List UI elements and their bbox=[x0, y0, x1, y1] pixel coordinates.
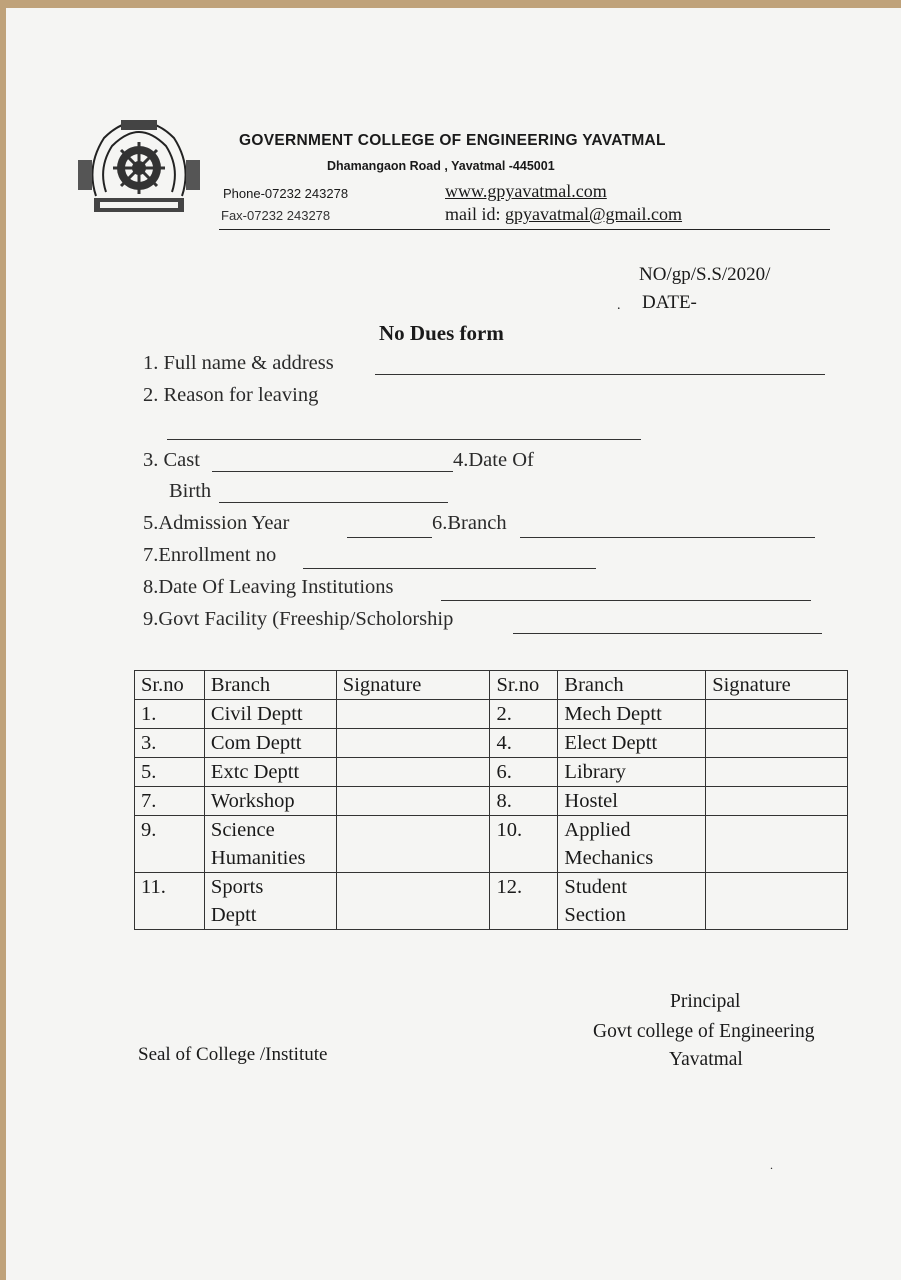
srno-cell: 6. bbox=[490, 758, 558, 787]
branch-cell: Civil Deptt bbox=[204, 700, 336, 729]
srno-cell: 3. bbox=[135, 729, 205, 758]
form-title: No Dues form bbox=[379, 321, 504, 345]
leaving-date-blank[interactable] bbox=[441, 600, 811, 601]
phone-number: Phone-07232 243278 bbox=[223, 186, 349, 201]
dot-mark: . bbox=[770, 1158, 773, 1172]
signature-cell[interactable] bbox=[706, 700, 848, 729]
srno-cell: 1. bbox=[135, 700, 205, 729]
reason-blank[interactable] bbox=[167, 439, 641, 440]
date-label: DATE- bbox=[642, 292, 697, 313]
enrollment-blank[interactable] bbox=[303, 568, 596, 569]
branch-cell bbox=[558, 816, 706, 873]
srno-cell: 12. bbox=[490, 873, 558, 930]
branch-cell: Mech Deptt bbox=[558, 700, 706, 729]
branch-cell: Library bbox=[558, 758, 706, 787]
srno-cell: 7. bbox=[135, 787, 205, 816]
signature-cell[interactable] bbox=[706, 729, 848, 758]
field-reason-label: 2. Reason for leaving bbox=[143, 384, 319, 406]
principal-title: Principal bbox=[670, 991, 741, 1012]
branch-cell: Extc Deptt bbox=[204, 758, 336, 787]
header-divider bbox=[219, 229, 830, 230]
branch-blank[interactable] bbox=[520, 537, 815, 538]
branch-line: Section bbox=[564, 904, 626, 926]
branch-cell bbox=[204, 873, 336, 930]
signature-cell[interactable] bbox=[706, 873, 848, 930]
table-row bbox=[135, 758, 848, 787]
field-leaving-date-label: 8.Date Of Leaving Institutions bbox=[143, 576, 394, 598]
reference-number: NO/gp/S.S/2020/ bbox=[639, 264, 771, 285]
signature-cell[interactable] bbox=[706, 816, 848, 873]
signature-cell[interactable] bbox=[336, 758, 490, 787]
principal-college: Govt college of Engineering bbox=[593, 1021, 815, 1042]
dues-table bbox=[134, 670, 848, 930]
srno-cell: 8. bbox=[490, 787, 558, 816]
dob-blank[interactable] bbox=[219, 502, 448, 503]
srno-cell: 4. bbox=[490, 729, 558, 758]
header-signature-left: Signature bbox=[336, 671, 490, 700]
header-srno-right: Sr.no bbox=[490, 671, 558, 700]
field-admission-year-label: 5.Admission Year bbox=[143, 512, 290, 534]
branch-line: Sports bbox=[210, 876, 264, 898]
srno-cell: 11. bbox=[135, 873, 205, 930]
header-branch-right: Branch bbox=[558, 671, 706, 700]
seal-label: Seal of College /Institute bbox=[138, 1044, 328, 1065]
signature-cell[interactable] bbox=[336, 873, 490, 930]
signature-cell[interactable] bbox=[336, 787, 490, 816]
signature-cell[interactable] bbox=[336, 729, 490, 758]
fax-number: Fax-07232 243278 bbox=[221, 208, 331, 223]
principal-city: Yavatmal bbox=[669, 1049, 743, 1070]
branch-line: Deptt bbox=[210, 904, 257, 926]
signature-cell[interactable] bbox=[706, 758, 848, 787]
signature-cell[interactable] bbox=[706, 787, 848, 816]
branch-line: Humanities bbox=[210, 847, 306, 869]
signature-cell[interactable] bbox=[336, 700, 490, 729]
email-line bbox=[445, 204, 682, 225]
field-govt-facility-label: 9.Govt Facility (Freeship/Scholorship bbox=[143, 608, 454, 630]
field-dob-label: 4.Date Of bbox=[453, 449, 534, 471]
branch-cell bbox=[558, 873, 706, 930]
cast-blank[interactable] bbox=[212, 471, 453, 472]
field-cast-label: 3. Cast bbox=[143, 449, 200, 471]
table-row bbox=[135, 873, 848, 930]
field-enrollment-label: 7.Enrollment no bbox=[143, 544, 277, 566]
branch-line: Mechanics bbox=[564, 847, 654, 869]
college-emblem-icon bbox=[76, 116, 202, 216]
table-row bbox=[135, 787, 848, 816]
email-link[interactable]: gpyavatmal@gmail.com bbox=[505, 204, 683, 224]
email-label: mail id: bbox=[445, 204, 505, 224]
header-signature-right: Signature bbox=[706, 671, 848, 700]
dot-mark: . bbox=[617, 298, 621, 313]
srno-cell: 9. bbox=[135, 816, 205, 873]
table-row bbox=[135, 729, 848, 758]
branch-cell: Com Deptt bbox=[204, 729, 336, 758]
college-name: GOVERNMENT COLLEGE OF ENGINEERING YAVATMAL bbox=[239, 132, 666, 149]
table-row bbox=[135, 700, 848, 729]
branch-cell: Workshop bbox=[204, 787, 336, 816]
table-row bbox=[135, 816, 848, 873]
govt-facility-blank[interactable] bbox=[513, 633, 822, 634]
branch-line: Science bbox=[210, 819, 275, 841]
srno-cell: 10. bbox=[490, 816, 558, 873]
college-address: Dhamangaon Road , Yavatmal -445001 bbox=[327, 159, 555, 173]
branch-cell: Elect Deptt bbox=[558, 729, 706, 758]
branch-cell: Hostel bbox=[558, 787, 706, 816]
website-link[interactable]: www.gpyavatmal.com bbox=[445, 181, 607, 201]
srno-cell: 5. bbox=[135, 758, 205, 787]
field-branch-label: 6.Branch bbox=[432, 512, 507, 534]
branch-line: Applied bbox=[564, 819, 631, 841]
srno-cell: 2. bbox=[490, 700, 558, 729]
admission-year-blank[interactable] bbox=[347, 537, 432, 538]
full-name-blank[interactable] bbox=[375, 374, 825, 375]
field-dob-label-cont: Birth bbox=[169, 480, 212, 502]
field-full-name-label: 1. Full name & address bbox=[143, 352, 334, 374]
signature-cell[interactable] bbox=[336, 816, 490, 873]
header-branch-left: Branch bbox=[204, 671, 336, 700]
branch-cell bbox=[204, 816, 336, 873]
table-header-row bbox=[135, 671, 848, 700]
branch-line: Student bbox=[564, 876, 628, 898]
header-srno-left: Sr.no bbox=[135, 671, 205, 700]
